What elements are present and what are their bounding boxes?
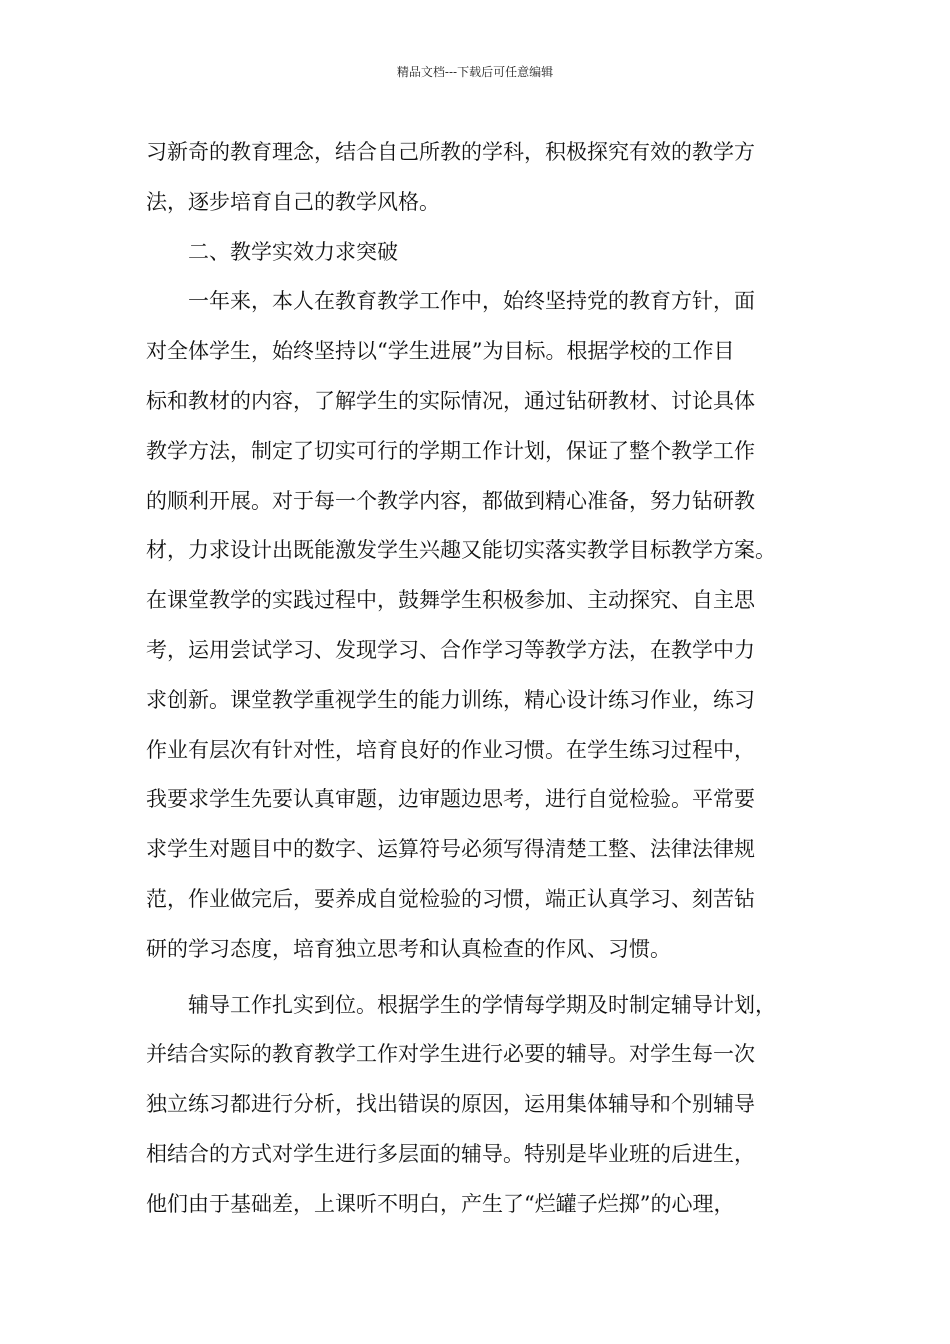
text-line: 教学方法，制定了切实可行的学期工作计划，保证了整个教学工作 bbox=[146, 438, 755, 463]
text-line: 在课堂教学的实践过程中，鼓舞学生积极参加、主动探究、自主思 bbox=[146, 588, 755, 613]
text-line: 的顺利开展。对于每一个教学内容，都做到精心准备，努力钻研教 bbox=[146, 488, 755, 513]
paragraph-start: 一年来，本人在教育教学工作中，始终坚持党的教育方针，面 bbox=[188, 289, 755, 314]
text-line: 研的学习态度，培育独立思考和认真检查的作风、习惯。 bbox=[146, 936, 671, 961]
text-line: 求创新。课堂教学重视学生的能力训练，精心设计练习作业，练习 bbox=[146, 687, 755, 712]
text-line: 习新奇的教育理念，结合自己所教的学科，积极探究有效的教学方 bbox=[146, 140, 755, 164]
text-line: 范，作业做完后，要养成自觉检验的习惯，端正认真学习、刻苦钻 bbox=[146, 886, 755, 911]
page-header: 精品文档---下载后可任意编辑 bbox=[396, 65, 554, 79]
text-line: 考，运用尝试学习、发现学习、合作学习等教学方法，在教学中力 bbox=[146, 637, 755, 662]
text-line: 独立练习都进行分析，找出错误的原因，运用集体辅导和个别辅导 bbox=[146, 1092, 755, 1117]
text-line: 作业有层次有针对性，培育良好的作业习惯。在学生练习过程中， bbox=[146, 737, 755, 762]
text-line: 标和教材的内容，了解学生的实际情况，通过钻研教材、讨论具体 bbox=[146, 388, 755, 413]
text-line: 他们由于基础差，上课听不明白，产生了“烂罐子烂掷”的心理， bbox=[146, 1191, 735, 1216]
paragraph-start: 辅导工作扎实到位。根据学生的学情每学期及时制定辅导计划， bbox=[188, 992, 776, 1017]
text-line: 材，力求设计出既能激发学生兴趣又能切实落实教学目标教学方案。 bbox=[146, 538, 776, 563]
body-text bbox=[146, 128, 812, 1230]
text-line: 求学生对题目中的数字、运算符号必须写得清楚工整、法律法律规 bbox=[146, 837, 755, 862]
text-line: 我要求学生先要认真审题，边审题边思考，进行自觉检验。平常要 bbox=[146, 787, 755, 812]
text-line: 法，逐步培育自己的教学风格。 bbox=[146, 189, 440, 214]
section-heading: 二、教学实效力求突破 bbox=[188, 239, 398, 264]
text-line: 对全体学生，始终坚持以“学生进展”为目标。根据学校的工作目 bbox=[146, 339, 735, 364]
text-line: 相结合的方式对学生进行多层面的辅导。特别是毕业班的后进生， bbox=[146, 1141, 755, 1166]
text-line: 并结合实际的教育教学工作对学生进行必要的辅导。对学生每一次 bbox=[146, 1042, 755, 1067]
